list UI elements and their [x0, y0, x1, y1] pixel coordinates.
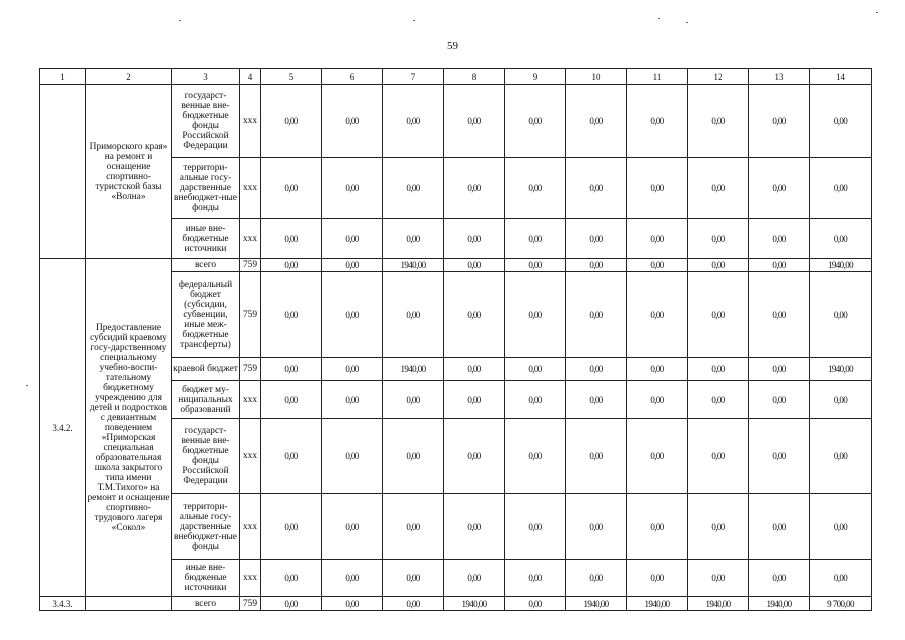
value-cell: 0,00: [505, 419, 566, 494]
value-cell: 0,00: [505, 597, 566, 611]
value-cell: 0,00: [810, 219, 872, 259]
value-cell: 0,00: [627, 419, 688, 494]
value-cell: 0,00: [444, 560, 505, 597]
row-description: [86, 597, 172, 611]
budget-code: xxx: [240, 381, 261, 419]
value-cell: 0,00: [566, 419, 627, 494]
value-cell: 0,00: [444, 272, 505, 358]
value-cell: 0,00: [749, 560, 810, 597]
value-cell: 0,00: [749, 219, 810, 259]
scan-speck: [658, 18, 660, 19]
column-number: 12: [688, 69, 749, 85]
funding-source: всего: [172, 597, 240, 611]
value-cell: 0,00: [566, 259, 627, 272]
value-cell: 1940,00: [810, 259, 872, 272]
column-number: 14: [810, 69, 872, 85]
value-cell: 0,00: [383, 219, 444, 259]
column-number: 10: [566, 69, 627, 85]
value-cell: 0,00: [810, 85, 872, 158]
value-cell: 0,00: [627, 560, 688, 597]
value-cell: 1940,00: [383, 358, 444, 381]
value-cell: 0,00: [749, 419, 810, 494]
column-number: 11: [627, 69, 688, 85]
value-cell: 0,00: [505, 272, 566, 358]
value-cell: 0,00: [444, 419, 505, 494]
value-cell: 0,00: [810, 158, 872, 219]
value-cell: 0,00: [322, 259, 383, 272]
funding-source: государст-венные вне-бюджетные фонды Российской Федерации: [172, 419, 240, 494]
scan-speck: [686, 22, 688, 23]
budget-code: xxx: [240, 85, 261, 158]
value-cell: 0,00: [749, 381, 810, 419]
header-row: [40, 69, 872, 85]
scan-speck: [413, 20, 415, 21]
value-cell: 0,00: [383, 419, 444, 494]
value-cell: 0,00: [505, 259, 566, 272]
column-number: 6: [322, 69, 383, 85]
value-cell: 0,00: [322, 158, 383, 219]
value-cell: 0,00: [688, 158, 749, 219]
value-cell: 0,00: [749, 85, 810, 158]
column-number: 13: [749, 69, 810, 85]
column-number: 1: [40, 69, 86, 85]
value-cell: 0,00: [566, 494, 627, 560]
value-cell: 0,00: [627, 85, 688, 158]
value-cell: 0,00: [261, 259, 322, 272]
value-cell: 0,00: [566, 85, 627, 158]
value-cell: 0,00: [261, 219, 322, 259]
funding-source: государст-венные вне-бюджетные фонды Российской Федерации: [172, 85, 240, 158]
value-cell: 0,00: [261, 358, 322, 381]
value-cell: 0,00: [810, 381, 872, 419]
value-cell: 0,00: [444, 259, 505, 272]
funding-source: территори-альные госу-дарственные внебюджет-ные фонды: [172, 494, 240, 560]
column-number: 4: [240, 69, 261, 85]
value-cell: 0,00: [261, 419, 322, 494]
funding-source: иные вне-бюдженые источники: [172, 560, 240, 597]
value-cell: 0,00: [688, 85, 749, 158]
value-cell: 0,00: [627, 219, 688, 259]
value-cell: 0,00: [383, 381, 444, 419]
table-row: [40, 85, 872, 158]
column-number: 7: [383, 69, 444, 85]
value-cell: 0,00: [444, 219, 505, 259]
value-cell: 0,00: [688, 219, 749, 259]
value-cell: 0,00: [688, 381, 749, 419]
value-cell: 0,00: [627, 358, 688, 381]
value-cell: 0,00: [688, 494, 749, 560]
value-cell: 0,00: [505, 381, 566, 419]
value-cell: 0,00: [505, 560, 566, 597]
value-cell: 0,00: [688, 272, 749, 358]
value-cell: 0,00: [383, 158, 444, 219]
scan-speck: [179, 20, 181, 21]
column-number: 5: [261, 69, 322, 85]
table-row: [40, 597, 872, 611]
value-cell: 0,00: [505, 158, 566, 219]
budget-code: xxx: [240, 419, 261, 494]
budget-code: xxx: [240, 560, 261, 597]
value-cell: 0,00: [383, 85, 444, 158]
value-cell: 0,00: [688, 259, 749, 272]
value-cell: 1940,00: [627, 597, 688, 611]
value-cell: 0,00: [444, 158, 505, 219]
value-cell: 0,00: [322, 597, 383, 611]
value-cell: 0,00: [566, 219, 627, 259]
value-cell: 0,00: [322, 560, 383, 597]
value-cell: 0,00: [383, 597, 444, 611]
value-cell: 0,00: [505, 219, 566, 259]
value-cell: 0,00: [810, 560, 872, 597]
value-cell: 0,00: [505, 358, 566, 381]
value-cell: 0,00: [383, 560, 444, 597]
value-cell: 0,00: [627, 272, 688, 358]
value-cell: 0,00: [566, 272, 627, 358]
value-cell: 0,00: [261, 597, 322, 611]
value-cell: 0,00: [566, 381, 627, 419]
value-cell: 9 700,00: [810, 597, 872, 611]
row-code: 3.4.3.: [40, 597, 86, 611]
value-cell: 0,00: [322, 219, 383, 259]
value-cell: 1940,00: [383, 259, 444, 272]
column-number: 2: [86, 69, 172, 85]
value-cell: 0,00: [749, 158, 810, 219]
funding-source: федеральный бюджет (субсидии, субвенции, иные меж-бюджетные трансферты): [172, 272, 240, 358]
funding-source: краевой бюджет: [172, 358, 240, 381]
column-number: 3: [172, 69, 240, 85]
value-cell: 0,00: [261, 158, 322, 219]
value-cell: 0,00: [749, 259, 810, 272]
scan-speck: [26, 385, 28, 386]
row-description: Предоставление субсидий краевому госу-дарственному специальному учебно-воспи-тательному бюджетному учреждению для детей и подростков с девиантным поведением «Приморская специальная образовательная школа закрытого типа имени Т.М.Тихого» на ремонт и оснащение спортивно-трудового лагеря «Сокол»: [86, 259, 172, 597]
budget-table: [39, 68, 872, 611]
funding-source: иные вне-бюджетные источники: [172, 219, 240, 259]
budget-code: xxx: [240, 494, 261, 560]
value-cell: 0,00: [444, 85, 505, 158]
value-cell: 0,00: [383, 494, 444, 560]
row-code: 3.4.2.: [40, 259, 86, 597]
budget-code: 759: [240, 259, 261, 272]
table-row: [40, 259, 872, 272]
column-number: 8: [444, 69, 505, 85]
value-cell: 0,00: [261, 85, 322, 158]
row-description: Приморского края» на ремонт и оснащение спортивно-туристской базы «Волна»: [86, 85, 172, 259]
budget-code: xxx: [240, 219, 261, 259]
value-cell: 0,00: [627, 381, 688, 419]
value-cell: 0,00: [322, 419, 383, 494]
value-cell: 0,00: [261, 560, 322, 597]
value-cell: 0,00: [444, 494, 505, 560]
scan-speck: [876, 12, 878, 13]
value-cell: 0,00: [749, 358, 810, 381]
value-cell: 0,00: [261, 272, 322, 358]
budget-code: xxx: [240, 158, 261, 219]
budget-code: 759: [240, 272, 261, 358]
value-cell: 0,00: [322, 358, 383, 381]
budget-code: 759: [240, 597, 261, 611]
value-cell: 0,00: [322, 381, 383, 419]
table-body: [40, 69, 872, 611]
row-code: [40, 85, 86, 259]
value-cell: 0,00: [627, 494, 688, 560]
page-number: 59: [447, 40, 458, 52]
value-cell: 0,00: [322, 494, 383, 560]
value-cell: 0,00: [810, 419, 872, 494]
value-cell: 0,00: [261, 381, 322, 419]
value-cell: 1940,00: [688, 597, 749, 611]
funding-source: территори-альные госу-дарственные внебюджет-ные фонды: [172, 158, 240, 219]
value-cell: 0,00: [627, 158, 688, 219]
value-cell: 0,00: [322, 85, 383, 158]
value-cell: 0,00: [749, 272, 810, 358]
funding-source: всего: [172, 259, 240, 272]
value-cell: 0,00: [383, 272, 444, 358]
value-cell: 0,00: [322, 272, 383, 358]
value-cell: 0,00: [688, 419, 749, 494]
value-cell: 0,00: [749, 494, 810, 560]
value-cell: 0,00: [505, 85, 566, 158]
value-cell: 0,00: [261, 494, 322, 560]
value-cell: 0,00: [444, 381, 505, 419]
value-cell: 0,00: [566, 560, 627, 597]
value-cell: 1940,00: [444, 597, 505, 611]
budget-code: 759: [240, 358, 261, 381]
column-number: 9: [505, 69, 566, 85]
value-cell: 0,00: [566, 158, 627, 219]
value-cell: 0,00: [566, 358, 627, 381]
value-cell: 0,00: [627, 259, 688, 272]
funding-source: бюджет му-ниципальных образований: [172, 381, 240, 419]
value-cell: 1940,00: [749, 597, 810, 611]
value-cell: 1940,00: [810, 358, 872, 381]
value-cell: 0,00: [505, 494, 566, 560]
value-cell: 0,00: [810, 494, 872, 560]
value-cell: 0,00: [688, 560, 749, 597]
value-cell: 1940,00: [566, 597, 627, 611]
value-cell: 0,00: [810, 272, 872, 358]
value-cell: 0,00: [688, 358, 749, 381]
value-cell: 0,00: [444, 358, 505, 381]
